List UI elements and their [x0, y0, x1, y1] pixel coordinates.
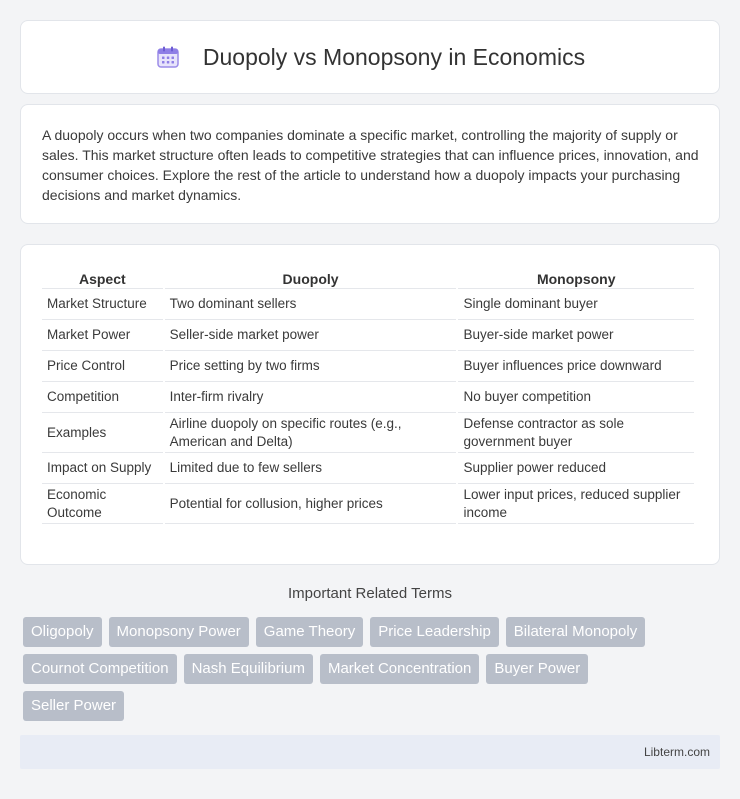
table-row	[42, 382, 694, 413]
tag-cournot-competition[interactable]: Cournot Competition	[23, 654, 177, 684]
cell-duopoly: Two dominant sellers	[165, 289, 457, 320]
cell-aspect: Market Structure	[42, 289, 163, 320]
comparison-table	[40, 265, 696, 524]
tag-bilateral-monopoly[interactable]: Bilateral Monopoly	[506, 617, 645, 647]
intro-text: A duopoly occurs when two companies dominate a specific market, controlling the majority of supply or sales. This market structure often leads to competitive strategies that can influence prices, innovation, and consumer choices. Explore the rest of the article to understand how a duopoly impacts your purchasing decisions and market dynamics.	[42, 127, 699, 203]
table-header-row	[42, 265, 694, 289]
page-title: Duopoly vs Monopsony in Economics	[202, 43, 586, 70]
cell-aspect: Economic Outcome	[42, 484, 163, 524]
cell-duopoly: Potential for collusion, higher prices	[165, 484, 457, 524]
footer-site-link[interactable]: Libterm.com	[643, 745, 710, 759]
title-card	[20, 20, 720, 94]
cell-monopsony: Buyer influences price downward	[458, 351, 694, 382]
cell-duopoly: Airline duopoly on specific routes (e.g., American and Delta)	[165, 413, 457, 453]
table-row	[42, 413, 694, 453]
table-row	[42, 289, 694, 320]
cell-monopsony: Defense contractor as sole government buyer	[458, 413, 694, 453]
table-row	[42, 320, 694, 351]
related-terms-list	[23, 617, 703, 728]
cell-monopsony: Buyer-side market power	[458, 320, 694, 351]
comparison-table-card	[20, 244, 720, 565]
tag-seller-power[interactable]: Seller Power	[23, 691, 124, 721]
tag-buyer-power[interactable]: Buyer Power	[486, 654, 588, 684]
tag-monopsony-power[interactable]: Monopsony Power	[109, 617, 249, 647]
calendar-grid-icon	[155, 44, 181, 70]
table-row	[42, 484, 694, 524]
cell-monopsony: Single dominant buyer	[458, 289, 694, 320]
cell-duopoly: Seller-side market power	[165, 320, 457, 351]
tag-oligopoly[interactable]: Oligopoly	[23, 617, 102, 647]
cell-monopsony: Supplier power reduced	[458, 453, 694, 484]
cell-monopsony: Lower input prices, reduced supplier income	[458, 484, 694, 524]
header-duopoly: Duopoly	[165, 265, 457, 289]
footer	[20, 735, 720, 769]
table-row	[42, 351, 694, 382]
related-terms-title: Important Related Terms	[288, 585, 452, 602]
table-row	[42, 453, 694, 484]
cell-aspect: Impact on Supply	[42, 453, 163, 484]
tag-game-theory[interactable]: Game Theory	[256, 617, 363, 647]
tag-market-concentration[interactable]: Market Concentration	[320, 654, 479, 684]
cell-duopoly: Inter-firm rivalry	[165, 382, 457, 413]
cell-monopsony: No buyer competition	[458, 382, 694, 413]
cell-duopoly: Price setting by two firms	[165, 351, 457, 382]
cell-aspect: Price Control	[42, 351, 163, 382]
header-monopsony: Monopsony	[458, 265, 694, 289]
cell-aspect: Market Power	[42, 320, 163, 351]
cell-aspect: Examples	[42, 413, 163, 453]
header-aspect: Aspect	[42, 265, 163, 289]
tag-nash-equilibrium[interactable]: Nash Equilibrium	[184, 654, 313, 684]
cell-duopoly: Limited due to few sellers	[165, 453, 457, 484]
intro-card	[20, 104, 720, 224]
cell-aspect: Competition	[42, 382, 163, 413]
tag-price-leadership[interactable]: Price Leadership	[370, 617, 499, 647]
